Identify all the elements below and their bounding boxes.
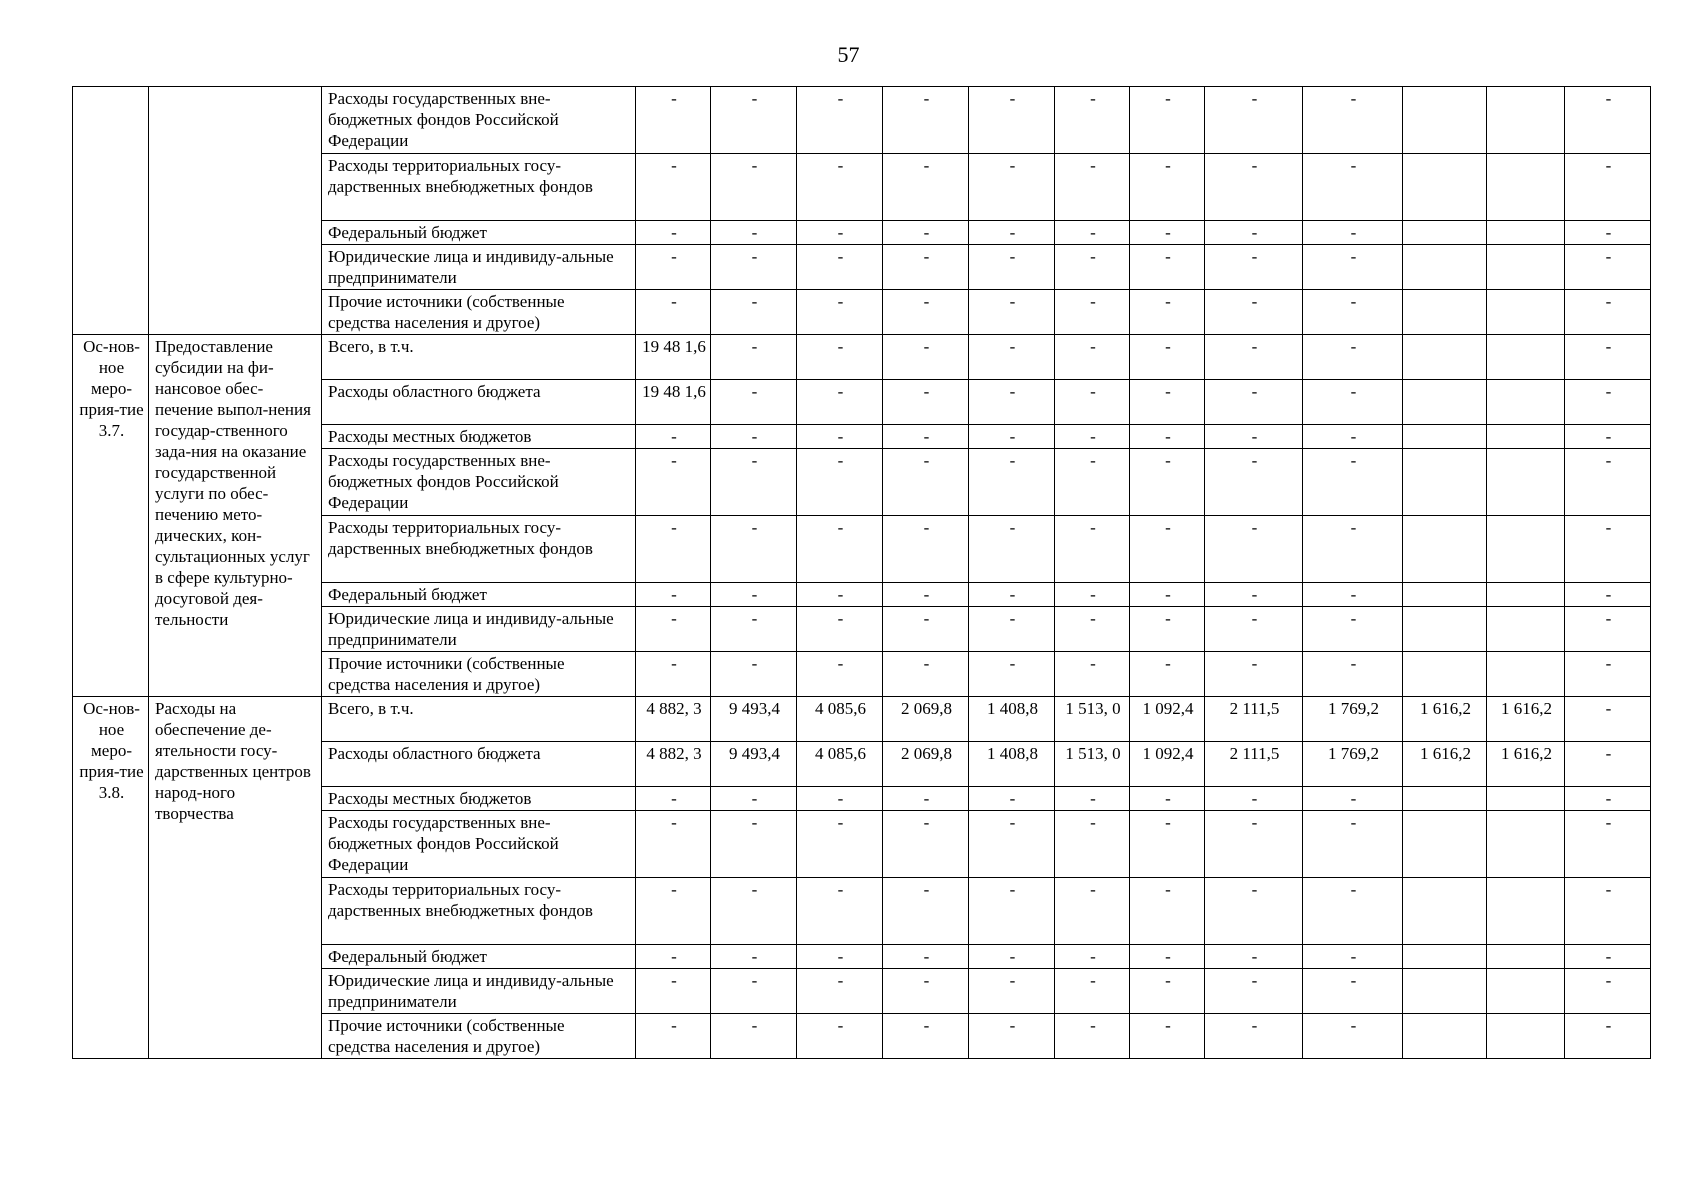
value-cell xyxy=(1487,583,1565,607)
value-cell: 9 493,4 xyxy=(711,697,797,742)
value-cell: - xyxy=(1565,425,1651,449)
value-cell: - xyxy=(969,221,1055,245)
value-cell: - xyxy=(711,652,797,697)
funding-source-cell: Расходы государственных вне-бюджетных фондов Российской Федерации xyxy=(322,449,636,516)
value-cell: - xyxy=(711,245,797,290)
value-cell: - xyxy=(797,335,883,380)
value-cell: - xyxy=(711,516,797,583)
value-cell xyxy=(1403,449,1487,516)
value-cell: - xyxy=(1205,87,1303,154)
value-cell xyxy=(1487,878,1565,945)
value-cell: - xyxy=(1130,290,1205,335)
funding-source-cell: Прочие источники (собственные средства населения и другое) xyxy=(322,290,636,335)
event-code-cell: Ос-нов-ное меро-прия-тие 3.7. xyxy=(73,335,149,697)
value-cell: - xyxy=(969,811,1055,878)
value-cell: - xyxy=(883,811,969,878)
value-cell: - xyxy=(797,945,883,969)
value-cell: - xyxy=(797,516,883,583)
value-cell: 19 48 1,6 xyxy=(636,335,711,380)
value-cell: - xyxy=(883,652,969,697)
value-cell: - xyxy=(1565,245,1651,290)
value-cell: 1 616,2 xyxy=(1487,742,1565,787)
value-cell xyxy=(1487,652,1565,697)
value-cell: - xyxy=(1303,87,1403,154)
value-cell: 4 882, 3 xyxy=(636,742,711,787)
value-cell: 2 111,5 xyxy=(1205,697,1303,742)
value-cell: - xyxy=(1565,878,1651,945)
value-cell: - xyxy=(711,945,797,969)
value-cell: - xyxy=(1055,945,1130,969)
value-cell: - xyxy=(797,245,883,290)
funding-source-cell: Расходы местных бюджетов xyxy=(322,787,636,811)
funding-source-cell: Расходы государственных вне-бюджетных фондов Российской Федерации xyxy=(322,811,636,878)
value-cell: - xyxy=(883,245,969,290)
value-cell: - xyxy=(883,945,969,969)
value-cell xyxy=(1403,607,1487,652)
value-cell: - xyxy=(636,945,711,969)
value-cell: - xyxy=(1130,945,1205,969)
value-cell: - xyxy=(1205,607,1303,652)
value-cell: - xyxy=(1303,425,1403,449)
value-cell: - xyxy=(1055,87,1130,154)
value-cell: - xyxy=(1130,787,1205,811)
value-cell: - xyxy=(883,878,969,945)
funding-source-cell: Прочие источники (собственные средства населения и другое) xyxy=(322,652,636,697)
funding-source-cell: Расходы областного бюджета xyxy=(322,380,636,425)
value-cell: - xyxy=(797,583,883,607)
value-cell: - xyxy=(969,607,1055,652)
value-cell: - xyxy=(1055,811,1130,878)
value-cell: 2 069,8 xyxy=(883,742,969,787)
value-cell: - xyxy=(636,290,711,335)
value-cell: 1 513, 0 xyxy=(1055,697,1130,742)
value-cell: 1 616,2 xyxy=(1487,697,1565,742)
value-cell: - xyxy=(636,516,711,583)
value-cell: - xyxy=(711,87,797,154)
value-cell: - xyxy=(969,380,1055,425)
value-cell: - xyxy=(711,335,797,380)
value-cell xyxy=(1487,245,1565,290)
value-cell: - xyxy=(1303,154,1403,221)
value-cell xyxy=(1487,221,1565,245)
funding-source-cell: Всего, в т.ч. xyxy=(322,697,636,742)
funding-source-cell: Расходы государственных вне-бюджетных фондов Российской Федерации xyxy=(322,87,636,154)
value-cell: - xyxy=(711,811,797,878)
value-cell: - xyxy=(711,1014,797,1059)
value-cell: 1 408,8 xyxy=(969,697,1055,742)
value-cell: - xyxy=(1130,1014,1205,1059)
value-cell: - xyxy=(797,607,883,652)
table-row xyxy=(73,697,1651,742)
value-cell: - xyxy=(711,380,797,425)
value-cell: - xyxy=(1205,380,1303,425)
value-cell: - xyxy=(1303,449,1403,516)
funding-source-cell: Расходы местных бюджетов xyxy=(322,425,636,449)
value-cell: - xyxy=(711,425,797,449)
value-cell: - xyxy=(1130,652,1205,697)
value-cell: - xyxy=(1205,878,1303,945)
value-cell: - xyxy=(1055,652,1130,697)
value-cell: - xyxy=(797,969,883,1014)
value-cell: - xyxy=(1055,787,1130,811)
value-cell: - xyxy=(636,245,711,290)
value-cell: - xyxy=(797,652,883,697)
event-code-cell xyxy=(73,87,149,335)
value-cell: - xyxy=(1303,290,1403,335)
value-cell: - xyxy=(636,878,711,945)
value-cell: 2 111,5 xyxy=(1205,742,1303,787)
value-cell: - xyxy=(1130,245,1205,290)
value-cell xyxy=(1487,811,1565,878)
value-cell: - xyxy=(1130,154,1205,221)
value-cell: - xyxy=(1205,811,1303,878)
value-cell: - xyxy=(711,449,797,516)
value-cell: 4 085,6 xyxy=(797,742,883,787)
value-cell xyxy=(1403,516,1487,583)
value-cell: - xyxy=(1565,1014,1651,1059)
funding-source-cell: Федеральный бюджет xyxy=(322,221,636,245)
table-row xyxy=(73,87,1651,154)
event-name-cell xyxy=(149,87,322,335)
value-cell: - xyxy=(1055,878,1130,945)
value-cell: - xyxy=(636,607,711,652)
value-cell: 4 882, 3 xyxy=(636,697,711,742)
value-cell: - xyxy=(636,1014,711,1059)
value-cell: - xyxy=(797,449,883,516)
value-cell: - xyxy=(711,787,797,811)
value-cell: - xyxy=(1130,221,1205,245)
value-cell: - xyxy=(1205,516,1303,583)
value-cell: - xyxy=(1565,290,1651,335)
value-cell: - xyxy=(636,811,711,878)
value-cell: - xyxy=(797,290,883,335)
value-cell xyxy=(1487,945,1565,969)
value-cell: - xyxy=(969,154,1055,221)
value-cell: - xyxy=(797,380,883,425)
value-cell: - xyxy=(883,380,969,425)
value-cell: - xyxy=(1055,449,1130,516)
value-cell: - xyxy=(1055,335,1130,380)
value-cell: - xyxy=(711,878,797,945)
value-cell xyxy=(1487,154,1565,221)
funding-source-cell: Федеральный бюджет xyxy=(322,583,636,607)
value-cell xyxy=(1487,335,1565,380)
value-cell: - xyxy=(1205,969,1303,1014)
value-cell: - xyxy=(1205,787,1303,811)
value-cell: - xyxy=(1303,878,1403,945)
funding-source-cell: Юридические лица и индивиду-альные предприниматели xyxy=(322,969,636,1014)
value-cell: - xyxy=(969,449,1055,516)
value-cell: - xyxy=(1303,811,1403,878)
value-cell: - xyxy=(969,335,1055,380)
value-cell: - xyxy=(1205,583,1303,607)
value-cell: - xyxy=(883,1014,969,1059)
value-cell: - xyxy=(883,516,969,583)
value-cell: - xyxy=(1130,335,1205,380)
value-cell: - xyxy=(636,449,711,516)
value-cell: - xyxy=(1565,969,1651,1014)
value-cell: - xyxy=(1130,811,1205,878)
value-cell: - xyxy=(1055,380,1130,425)
value-cell: - xyxy=(1205,1014,1303,1059)
value-cell: - xyxy=(711,154,797,221)
value-cell xyxy=(1403,245,1487,290)
value-cell: - xyxy=(1565,87,1651,154)
event-name-cell: Расходы на обеспечение де-ятельности госу-дарственных центров народ-ного творчества xyxy=(149,697,322,1059)
value-cell: 9 493,4 xyxy=(711,742,797,787)
value-cell: - xyxy=(1055,969,1130,1014)
value-cell: - xyxy=(1303,221,1403,245)
value-cell: - xyxy=(797,787,883,811)
value-cell: - xyxy=(1055,583,1130,607)
value-cell: - xyxy=(969,878,1055,945)
value-cell: - xyxy=(1130,516,1205,583)
value-cell xyxy=(1487,290,1565,335)
value-cell xyxy=(1403,154,1487,221)
value-cell: - xyxy=(1565,449,1651,516)
value-cell: - xyxy=(711,221,797,245)
value-cell: - xyxy=(1055,221,1130,245)
value-cell: - xyxy=(1205,652,1303,697)
value-cell: - xyxy=(1130,878,1205,945)
value-cell: - xyxy=(1303,335,1403,380)
value-cell: - xyxy=(883,425,969,449)
table-row xyxy=(73,335,1651,380)
funding-source-cell: Расходы областного бюджета xyxy=(322,742,636,787)
value-cell xyxy=(1403,969,1487,1014)
value-cell: - xyxy=(969,290,1055,335)
value-cell: - xyxy=(1565,945,1651,969)
funding-source-cell: Федеральный бюджет xyxy=(322,945,636,969)
value-cell: - xyxy=(1055,425,1130,449)
value-cell: - xyxy=(1565,697,1651,742)
value-cell: - xyxy=(1303,945,1403,969)
value-cell: 1 092,4 xyxy=(1130,697,1205,742)
funding-source-cell: Расходы территориальных госу-дарственных внебюджетных фондов xyxy=(322,878,636,945)
value-cell: - xyxy=(1565,583,1651,607)
value-cell: - xyxy=(1055,516,1130,583)
value-cell: - xyxy=(1565,607,1651,652)
value-cell: - xyxy=(1303,516,1403,583)
value-cell: 1 092,4 xyxy=(1130,742,1205,787)
value-cell: - xyxy=(711,290,797,335)
value-cell: 4 085,6 xyxy=(797,697,883,742)
value-cell: - xyxy=(636,154,711,221)
value-cell: - xyxy=(711,607,797,652)
value-cell: 1 408,8 xyxy=(969,742,1055,787)
value-cell: - xyxy=(1130,87,1205,154)
page-number: 57 xyxy=(837,42,860,67)
value-cell: - xyxy=(636,583,711,607)
value-cell xyxy=(1487,87,1565,154)
value-cell: 19 48 1,6 xyxy=(636,380,711,425)
value-cell: - xyxy=(797,1014,883,1059)
value-cell: - xyxy=(969,945,1055,969)
value-cell: - xyxy=(1130,607,1205,652)
value-cell: - xyxy=(1303,1014,1403,1059)
value-cell xyxy=(1487,425,1565,449)
value-cell: - xyxy=(1565,335,1651,380)
value-cell: 1 513, 0 xyxy=(1055,742,1130,787)
value-cell: - xyxy=(797,87,883,154)
value-cell xyxy=(1487,1014,1565,1059)
value-cell: - xyxy=(969,583,1055,607)
funding-source-cell: Юридические лица и индивиду-альные предприниматели xyxy=(322,607,636,652)
funding-source-cell: Всего, в т.ч. xyxy=(322,335,636,380)
funding-source-cell: Расходы территориальных госу-дарственных внебюджетных фондов xyxy=(322,154,636,221)
value-cell: - xyxy=(1055,290,1130,335)
value-cell: - xyxy=(883,607,969,652)
value-cell: - xyxy=(1565,742,1651,787)
value-cell: - xyxy=(883,969,969,1014)
funding-source-cell: Прочие источники (собственные средства населения и другое) xyxy=(322,1014,636,1059)
value-cell xyxy=(1487,969,1565,1014)
value-cell: - xyxy=(1130,425,1205,449)
value-cell: 1 769,2 xyxy=(1303,697,1403,742)
value-cell xyxy=(1403,787,1487,811)
value-cell: - xyxy=(797,811,883,878)
value-cell: - xyxy=(1130,583,1205,607)
value-cell: - xyxy=(711,969,797,1014)
value-cell: - xyxy=(636,425,711,449)
value-cell: - xyxy=(797,878,883,945)
value-cell: - xyxy=(883,787,969,811)
event-code-cell: Ос-нов-ное меро-прия-тие 3.8. xyxy=(73,697,149,1059)
value-cell: - xyxy=(1565,787,1651,811)
value-cell: - xyxy=(969,245,1055,290)
value-cell: - xyxy=(1303,380,1403,425)
value-cell: - xyxy=(1130,969,1205,1014)
value-cell: 2 069,8 xyxy=(883,697,969,742)
value-cell xyxy=(1403,380,1487,425)
value-cell: - xyxy=(883,449,969,516)
value-cell: - xyxy=(1205,154,1303,221)
value-cell: - xyxy=(636,652,711,697)
value-cell: - xyxy=(1565,811,1651,878)
value-cell: - xyxy=(883,221,969,245)
value-cell xyxy=(1487,607,1565,652)
value-cell xyxy=(1487,516,1565,583)
value-cell xyxy=(1403,290,1487,335)
value-cell: - xyxy=(883,583,969,607)
value-cell: - xyxy=(797,425,883,449)
value-cell: - xyxy=(883,290,969,335)
value-cell xyxy=(1403,425,1487,449)
value-cell: - xyxy=(1205,245,1303,290)
value-cell: - xyxy=(636,221,711,245)
value-cell: - xyxy=(1303,969,1403,1014)
value-cell xyxy=(1403,811,1487,878)
value-cell xyxy=(1487,787,1565,811)
value-cell xyxy=(1403,878,1487,945)
value-cell: - xyxy=(969,652,1055,697)
value-cell: - xyxy=(969,969,1055,1014)
value-cell: - xyxy=(969,787,1055,811)
value-cell: - xyxy=(1130,380,1205,425)
event-name-cell: Предоставление субсидии на фи-нансовое обес-печение выпол-нения государ-ственного зада-ния на оказание государственной услуги по обес-печению мето-дических, кон-сультационных услуг в сфере культурно-досуговой дея-тельности xyxy=(149,335,322,697)
value-cell: - xyxy=(883,87,969,154)
value-cell xyxy=(1403,221,1487,245)
value-cell: - xyxy=(969,87,1055,154)
value-cell: - xyxy=(1055,1014,1130,1059)
value-cell: - xyxy=(1205,449,1303,516)
value-cell: - xyxy=(1130,449,1205,516)
value-cell: - xyxy=(797,154,883,221)
value-cell xyxy=(1487,449,1565,516)
value-cell: - xyxy=(1565,652,1651,697)
value-cell xyxy=(1487,380,1565,425)
value-cell: - xyxy=(1565,221,1651,245)
value-cell: - xyxy=(636,787,711,811)
value-cell: - xyxy=(883,154,969,221)
value-cell: - xyxy=(1303,245,1403,290)
value-cell: - xyxy=(1303,583,1403,607)
value-cell: - xyxy=(636,969,711,1014)
value-cell: - xyxy=(1205,425,1303,449)
value-cell: 1 616,2 xyxy=(1403,742,1487,787)
value-cell: - xyxy=(883,335,969,380)
value-cell: - xyxy=(1303,607,1403,652)
value-cell: - xyxy=(969,1014,1055,1059)
value-cell: - xyxy=(1055,607,1130,652)
value-cell: - xyxy=(1303,787,1403,811)
value-cell: - xyxy=(1303,652,1403,697)
value-cell xyxy=(1403,1014,1487,1059)
value-cell: - xyxy=(1055,245,1130,290)
value-cell xyxy=(1403,87,1487,154)
value-cell: - xyxy=(1055,154,1130,221)
value-cell: - xyxy=(797,221,883,245)
value-cell xyxy=(1403,652,1487,697)
funding-source-cell: Расходы территориальных госу-дарственных внебюджетных фондов xyxy=(322,516,636,583)
value-cell: - xyxy=(1565,516,1651,583)
value-cell: - xyxy=(1205,335,1303,380)
value-cell: - xyxy=(1565,154,1651,221)
value-cell: 1 616,2 xyxy=(1403,697,1487,742)
value-cell: - xyxy=(1205,290,1303,335)
value-cell xyxy=(1403,583,1487,607)
value-cell: - xyxy=(969,425,1055,449)
budget-table xyxy=(72,86,1651,1059)
value-cell: - xyxy=(636,87,711,154)
value-cell: - xyxy=(711,583,797,607)
funding-source-cell: Юридические лица и индивиду-альные предприниматели xyxy=(322,245,636,290)
value-cell: 1 769,2 xyxy=(1303,742,1403,787)
value-cell: - xyxy=(1205,945,1303,969)
value-cell: - xyxy=(1565,380,1651,425)
value-cell: - xyxy=(1205,221,1303,245)
value-cell xyxy=(1403,945,1487,969)
value-cell xyxy=(1403,335,1487,380)
value-cell: - xyxy=(969,516,1055,583)
